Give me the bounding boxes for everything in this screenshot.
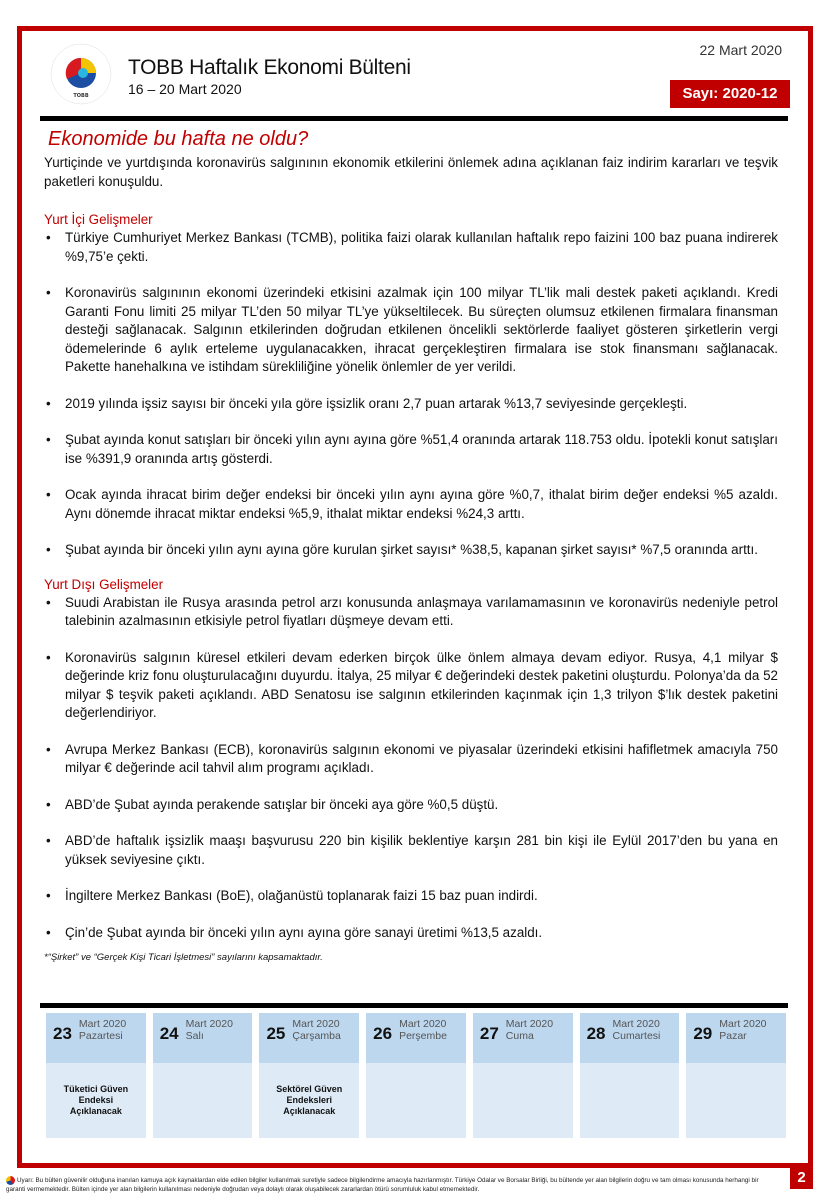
day-event: [473, 1063, 573, 1138]
list-item: • Avrupa Merkez Bankası (ECB), koronavirüs salgının ekonomi ve piyasalar üzerindeki etkisini hafifletmek amacıyla 750 milyar € değerinde acil tahvil alım programı açıkladı.: [46, 741, 778, 775]
bullet-icon: •: [46, 285, 51, 300]
day-event: [153, 1063, 253, 1138]
list-item: • ABD’de Şubat ayında perakende satışlar bir önceki aya göre %0,5 düştü.: [44, 796, 778, 815]
day-event: [366, 1063, 466, 1138]
calendar-day: [153, 1013, 253, 1138]
page-headline: Ekonomide bu hafta ne oldu?: [48, 128, 309, 150]
day-number: 29: [693, 1024, 713, 1043]
day-month: Mart 2020: [719, 1018, 767, 1030]
calendar-day: [366, 1013, 466, 1138]
section-title-foreign: Yurt Dışı Gelişmeler: [44, 576, 164, 592]
list-item: • Koronavirüs salgınının ekonomi üzerindeki etkisini azalmak için 100 milyar TL’lik mali destek paketi açıklandı. Kredi Garanti Fonu limiti 25 milyar TL’den 50 milyar TL’ye yükseltilecek. Bu süreçten olumsuz etkilenen firmalara finansman desteği sağlanacak. Salgının etkilerinden doğrudan etkilenen öncelikli sektörlerde faaliyet gösteren şirketlerin vergi ödemelerinde 6 aylık erteleme uygulanacakken, ihracat gerçekleştiren firmalara ise stok finansmanı sağlanacak. Pakette hanehalkına ve istihdam sürekliliğine yönelik önlemler de yer verildi.: [46, 285, 778, 374]
bullet-icon: •: [46, 542, 51, 557]
intro-paragraph: Yurtiçinde ve yurtdışında koronavirüs salgınının ekonomik etkilerini önlemek adına açıklanan faiz indirim kararları ve teşvik paketleri konuşuldu.: [44, 155, 778, 189]
list-item: • 2019 yılında işsiz sayısı bir önceki yıla göre işsizlik oranı 2,7 puan artarak %13,7 seviyesinde gerçekleşti.: [44, 395, 778, 414]
day-weekday: Cumartesi: [612, 1030, 661, 1042]
day-month: Mart 2020: [292, 1018, 340, 1030]
bullet-icon: •: [46, 230, 51, 245]
day-event: [686, 1063, 786, 1138]
day-number: 25: [266, 1024, 286, 1043]
calendar-day: [259, 1013, 359, 1138]
day-event: Sektörel Güven Endeksleri Açıklanacak: [259, 1063, 359, 1138]
list-item: • Türkiye Cumhuriyet Merkez Bankası (TCMB), politika faizi olarak kullanılan haftalık repo faizini 100 baz puana indirerek %9,75’e çekti.: [46, 230, 778, 264]
bullet-icon: •: [46, 833, 51, 848]
list-item: • ABD’de haftalık işsizlik maaşı başvurusu 220 bin kişilik beklentiye karşın 281 bin kişi ile Eylül 2017’den bu yana en yüksek seviyesine çıktı.: [46, 833, 778, 867]
bullet-icon: •: [46, 487, 51, 502]
day-weekday: Salı: [185, 1030, 204, 1042]
bullet-icon: •: [46, 796, 51, 812]
bullet-icon: •: [46, 432, 51, 447]
calendar-day: [580, 1013, 680, 1138]
day-month: Mart 2020: [399, 1018, 447, 1030]
bulletin-title: TOBB Haftalık Ekonomi Bülteni: [128, 56, 411, 79]
header-divider: [40, 116, 788, 121]
calendar-divider: [40, 1003, 788, 1008]
bullet-icon: •: [46, 594, 51, 610]
day-weekday: Pazar: [719, 1030, 747, 1042]
bulletin-date-range: 16 – 20 Mart 2020: [128, 81, 242, 97]
list-item: • Çin’de Şubat ayında bir önceki yılın aynı ayına göre sanayi üretimi %13,5 azaldı.: [44, 924, 778, 943]
day-number: 24: [159, 1024, 179, 1043]
tobb-mini-logo-icon: [6, 1176, 15, 1185]
bullet-icon: •: [46, 741, 51, 757]
day-number: 23: [53, 1024, 72, 1043]
day-weekday: Pazartesi: [78, 1030, 123, 1042]
day-weekday: Perşembe: [399, 1030, 447, 1042]
day-weekday: Cuma: [505, 1030, 534, 1042]
bullet-icon: •: [46, 649, 51, 665]
calendar-day: [473, 1013, 573, 1138]
calendar-day: [46, 1013, 146, 1138]
publication-date: 22 Mart 2020: [699, 42, 782, 58]
bullet-icon: •: [46, 924, 51, 940]
disclaimer: Uyarı: Bu bülten güvenilir olduğuna inanılan kamuya açık kaynaklardan elde edilen bilgiler kullanılmak suretiyle sadece bilgilendirme amacıyla hazırlanmıştır. Türkiye Odalar ve Borsalar Birliği, bu bültende yer alan bilgilerin doğru ve tam olması konusunda herhangi bir garanti vermemektedir. Bülten içinde yer alan bilgilerin kullanılması nedeniyle doğrudan veya dolaylı olarak oluşabilecek zararlardan ötürü sorumluluk kabul etmemektedir.: [6, 1177, 759, 1193]
tobb-logo-icon: [50, 43, 112, 105]
page-number: 2: [790, 1166, 813, 1189]
issue-badge: Sayı: 2020-12: [670, 80, 790, 108]
day-month: Mart 2020: [505, 1018, 554, 1030]
bullet-icon: •: [46, 395, 51, 411]
main-content: [44, 128, 778, 963]
list-item: • Koronavirüs salgının küresel etkileri devam ederken birçok ülke önlem almaya devam ediyor. Rusya, 4,1 milyar $ değerinde kriz fonu oluşturulacağını duyurdu. İtalya, 25 milyar € değerindeki destek paketini oluşturdu. Polonya’da da 52 milyar $ teşvik paketi açıklandı. ABD Senatosu ise salgının etkilerinden kaçınmak için 1,3 trilyon $’lık destek paketini değerlendiriyor.: [46, 649, 778, 720]
footnote: *“Şirket” ve “Gerçek Kişi Ticari İşletmesi” sayılarını kapsamaktadır.: [44, 952, 323, 963]
list-item: • Şubat ayında bir önceki yılın aynı ayına göre kurulan şirket sayısı* %38,5, kapanan şirket sayısı* %7,5 oranında arttı.: [44, 541, 778, 560]
day-number: 26: [373, 1024, 393, 1043]
svg-text:TOBB: TOBB: [73, 93, 89, 99]
calendar-day: [686, 1013, 786, 1138]
list-item: • İngiltere Merkez Bankası (BoE), olağanüstü toplanarak faizi 15 baz puan indirdi.: [44, 887, 778, 906]
day-month: Mart 2020: [185, 1018, 233, 1030]
day-number: 28: [586, 1024, 606, 1043]
weekly-calendar: [46, 1013, 786, 1138]
list-item: • Şubat ayında konut satışları bir önceki yılın aynı ayına göre %51,4 oranında artarak 118.753 oldu. İpotekli konut satışları ise %391,9 oranında artış gösterdi.: [46, 432, 778, 466]
day-event: [580, 1063, 680, 1138]
list-item: • Ocak ayında ihracat birim değer endeksi bir önceki yılın aynı ayına göre %0,7, ithalat birim değer endeksi %5 azaldı. Aynı dönemde ihracat miktar endeksi %5,9, ithalat miktar endeksi %24,3 arttı.: [46, 487, 778, 521]
list-item: • Suudi Arabistan ile Rusya arasında petrol arzı konusunda anlaşmaya varılamamasının ve koronavirüs nedeniyle petrol talebinin azalmasının etkisiyle petrol fiyatları düşmeye devam etti.: [46, 594, 778, 628]
foreign-list: [44, 594, 778, 943]
day-month: Mart 2020: [78, 1018, 127, 1030]
section-title-domestic: Yurt İçi Gelişmeler: [44, 212, 153, 227]
day-event: Tüketici Güven Endeksi Açıklanacak: [46, 1063, 146, 1138]
day-weekday: Çarşamba: [292, 1030, 341, 1042]
bullet-icon: •: [46, 888, 51, 903]
day-number: 27: [479, 1024, 499, 1043]
day-month: Mart 2020: [612, 1018, 660, 1030]
domestic-list: [44, 229, 778, 560]
